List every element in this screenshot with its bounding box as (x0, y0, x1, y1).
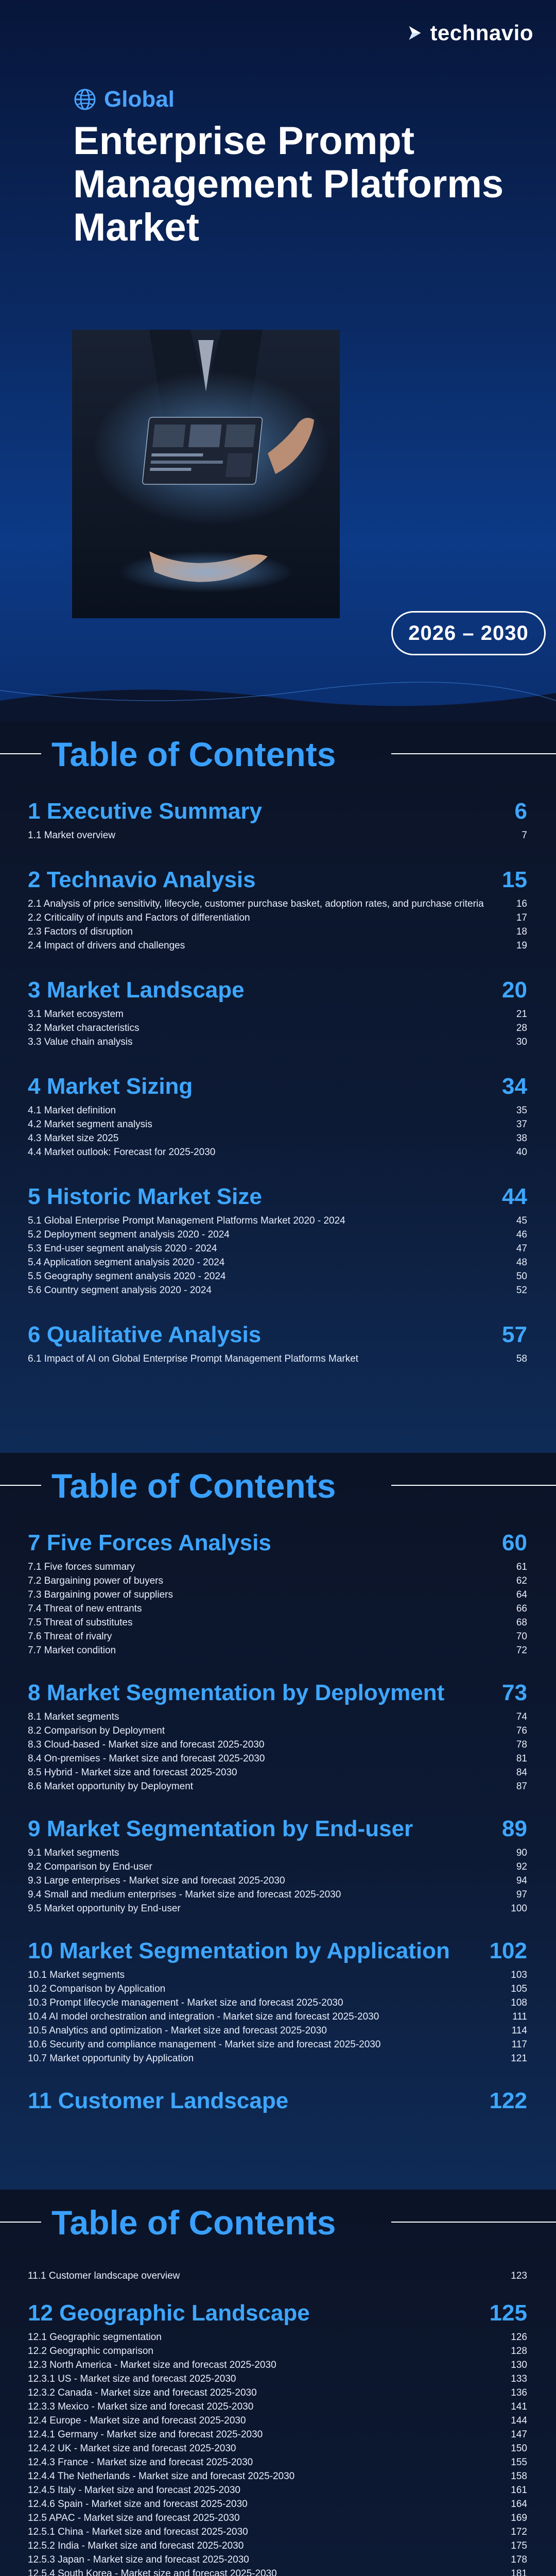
toc-item-page: 130 (511, 2360, 527, 2370)
toc-item-title: 10.7 Market opportunity by Application (28, 2053, 194, 2064)
toc-item-page: 18 (516, 926, 527, 937)
toc-section (28, 2088, 527, 2114)
toc-item-title: 2.2 Criticality of inputs and Factors of differentiation (28, 912, 250, 923)
toc-item-title: 11.1 Customer landscape overview (28, 2270, 180, 2281)
toc-item[interactable] (28, 1724, 527, 1738)
toc-item[interactable] (28, 1752, 527, 1766)
toc-item-page: 97 (516, 1889, 527, 1900)
toc-item-title: 4.4 Market outlook: Forecast for 2025-2030 (28, 1147, 216, 1158)
divider (391, 753, 556, 754)
toc-item-title: 4.2 Market segment analysis (28, 1119, 152, 1130)
toc-item-page: 30 (516, 1037, 527, 1047)
toc-item-title: 12.4.2 UK - Market size and forecast 2025-2030 (28, 2443, 236, 2454)
globe-icon (73, 88, 97, 111)
toc-item-page: 76 (516, 1725, 527, 1736)
toc-item-page: 150 (511, 2443, 527, 2454)
toc-item-title: 12.5.3 Japan - Market size and forecast 2025-2030 (28, 2554, 249, 2565)
toc-item-page: 161 (511, 2485, 527, 2496)
toc-item-page: 90 (516, 1848, 527, 1858)
divider (391, 2222, 556, 2223)
toc-item[interactable] (28, 2330, 527, 2344)
toc-section (28, 799, 527, 842)
toc-item[interactable] (28, 2400, 527, 2414)
toc-item-page: 87 (516, 1781, 527, 1792)
toc-body (0, 2262, 556, 2576)
toc-item-page: 117 (511, 2039, 527, 2050)
toc-item-title: 9.2 Comparison by End-user (28, 1861, 152, 1872)
toc-item[interactable] (28, 1968, 527, 1982)
toc-section (28, 2300, 527, 2576)
toc-item-page: 61 (516, 1562, 527, 1572)
toc-item[interactable] (28, 2469, 527, 2483)
toc-item-title: 4.3 Market size 2025 (28, 1133, 119, 1144)
toc-section-heading[interactable] (28, 1184, 527, 1210)
report-cover (0, 0, 556, 721)
brand-name: technavio (430, 21, 533, 45)
toc-item[interactable] (28, 2358, 527, 2372)
toc-item-list (28, 1007, 527, 1049)
toc-item[interactable] (28, 1982, 527, 1996)
toc-item[interactable] (28, 1643, 527, 1657)
toc-item[interactable] (28, 2553, 527, 2567)
toc-item[interactable] (28, 1616, 527, 1630)
cover-title-line: Market (73, 206, 199, 249)
toc-item[interactable] (28, 1035, 527, 1049)
toc-item-title: 7.5 Threat of substitutes (28, 1617, 133, 1628)
cover-illustration (72, 330, 340, 618)
toc-item-title: 3.1 Market ecosystem (28, 1009, 124, 1020)
toc-item[interactable] (28, 1228, 527, 1242)
toc-item[interactable] (28, 2010, 527, 2024)
toc-item[interactable] (28, 1846, 527, 1860)
toc-item-page: 100 (511, 1903, 527, 1914)
toc-item-page: 155 (511, 2457, 527, 2468)
toc-item-page: 66 (516, 1603, 527, 1614)
toc-section-title: 3 Market Landscape (28, 977, 245, 1003)
toc-item-title: 10.1 Market segments (28, 1970, 125, 1980)
toc-section-page: 34 (502, 1074, 527, 1099)
brand (405, 21, 533, 45)
toc-item[interactable] (28, 2269, 527, 2283)
toc-item-title: 1.1 Market overview (28, 830, 116, 841)
forecast-period-badge: 2026 – 2030 (391, 611, 546, 655)
toc-item-page: 144 (511, 2415, 527, 2426)
toc-title: Table of Contents (51, 2204, 336, 2242)
toc-item-title: 5.1 Global Enterprise Prompt Management Platforms Market 2020 - 2024 (28, 1215, 345, 1226)
toc-item-list (28, 1352, 527, 1366)
toc-item-title: 12.4.4 The Netherlands - Market size and forecast 2025-2030 (28, 2471, 295, 2482)
toc-section-page: 89 (502, 1816, 527, 1841)
toc-body (0, 793, 556, 1366)
toc-item-list (28, 828, 527, 842)
toc-section-title: 5 Historic Market Size (28, 1184, 262, 1209)
toc-section-title: 4 Market Sizing (28, 1074, 193, 1099)
toc-item-list (28, 1104, 527, 1159)
toc-item[interactable] (28, 1874, 527, 1888)
toc-item-page: 175 (511, 2540, 527, 2551)
cover-title-line: Enterprise Prompt (73, 119, 415, 163)
toc-item-page: 58 (516, 1353, 527, 1364)
toc-item-list (28, 1560, 527, 1657)
toc-item-page: 7 (522, 830, 527, 841)
toc-item-page: 84 (516, 1767, 527, 1778)
toc-item-title: 9.5 Market opportunity by End-user (28, 1903, 181, 1914)
toc-item[interactable] (28, 1780, 527, 1793)
decorative-waves (0, 670, 556, 721)
toc-item-page: 78 (516, 1739, 527, 1750)
divider (0, 2222, 41, 2223)
toc-title: Table of Contents (51, 735, 336, 773)
toc-item-title: 12.4.3 France - Market size and forecast 2025-2030 (28, 2457, 253, 2468)
toc-section-heading[interactable] (28, 2300, 527, 2326)
toc-item-page: 52 (516, 1285, 527, 1296)
toc-item-title: 8.4 On-premises - Market size and forecast 2025-2030 (28, 1753, 265, 1764)
toc-section-title: 11 Customer Landscape (28, 2088, 289, 2113)
toc-item[interactable] (28, 2038, 527, 2052)
toc-section-heading[interactable] (28, 977, 527, 1003)
toc-item-page: 94 (516, 1875, 527, 1886)
toc-item-page: 35 (516, 1105, 527, 1116)
toc-item-title: 9.1 Market segments (28, 1848, 119, 1858)
toc-section-title: 7 Five Forces Analysis (28, 1530, 271, 1555)
toc-item-title: 6.1 Impact of AI on Global Enterprise Prompt Management Platforms Market (28, 1353, 359, 1364)
toc-item[interactable] (28, 1588, 527, 1602)
toc-item-page: 114 (511, 2025, 527, 2036)
toc-item-page: 47 (516, 1243, 527, 1254)
toc-item-page: 136 (511, 2387, 527, 2398)
toc-item-page: 108 (511, 1997, 527, 2008)
toc-item-title: 10.4 AI model orchestration and integration - Market size and forecast 2025-2030 (28, 2011, 379, 2022)
toc-item-title: 7.3 Bargaining power of suppliers (28, 1589, 173, 1600)
toc-item[interactable] (28, 1630, 527, 1643)
toc-item-title: 12.4.5 Italy - Market size and forecast 2025-2030 (28, 2485, 240, 2496)
toc-item-title: 9.3 Large enterprises - Market size and forecast 2025-2030 (28, 1875, 285, 1886)
toc-section-title: 9 Market Segmentation by End-user (28, 1816, 413, 1841)
toc-item[interactable] (28, 1574, 527, 1588)
toc-item-page: 72 (516, 1645, 527, 1656)
toc-item[interactable] (28, 2344, 527, 2358)
toc-item-page: 128 (511, 2346, 527, 2357)
toc-item[interactable] (28, 1131, 527, 1145)
toc-item-page: 17 (516, 912, 527, 923)
toc-item[interactable] (28, 2455, 527, 2469)
toc-item-list (28, 1214, 527, 1297)
toc-item-title: 10.5 Analytics and optimization - Market size and forecast 2025-2030 (28, 2025, 327, 2036)
toc-item-page: 64 (516, 1589, 527, 1600)
toc-section (28, 2269, 527, 2283)
technavio-logo-icon (405, 23, 425, 43)
toc-section-title: 10 Market Segmentation by Application (28, 1938, 450, 1963)
toc-section-page: 73 (502, 1680, 527, 1705)
toc-page (0, 1453, 556, 2190)
toc-item-title: 10.2 Comparison by Application (28, 1984, 166, 1994)
toc-item-page: 50 (516, 1271, 527, 1282)
toc-item[interactable] (28, 2428, 527, 2442)
toc-section-page: 15 (502, 867, 527, 892)
toc-item-page: 172 (511, 2527, 527, 2537)
toc-item[interactable] (28, 1738, 527, 1752)
toc-item[interactable] (28, 2052, 527, 2065)
toc-section (28, 1530, 527, 1657)
toc-item-title: 5.5 Geography segment analysis 2020 - 2024 (28, 1271, 226, 1282)
toc-item-list (28, 1968, 527, 2065)
toc-section (28, 1074, 527, 1159)
toc-item-title: 8.1 Market segments (28, 1711, 119, 1722)
toc-section-heading[interactable] (28, 1530, 527, 1556)
toc-header (0, 2190, 556, 2262)
toc-item-page: 74 (516, 1711, 527, 1722)
toc-item-title: 5.6 Country segment analysis 2020 - 2024 (28, 1285, 212, 1296)
toc-item[interactable] (28, 1242, 527, 1256)
toc-section-page: 57 (502, 1322, 527, 1347)
divider (0, 753, 41, 754)
toc-item-page: 68 (516, 1617, 527, 1628)
toc-item-page: 141 (511, 2401, 527, 2412)
toc-item-title: 8.3 Cloud-based - Market size and forecast 2025-2030 (28, 1739, 265, 1750)
toc-item-page: 164 (511, 2499, 527, 2510)
toc-section-title: 12 Geographic Landscape (28, 2300, 310, 2326)
toc-item[interactable] (28, 1145, 527, 1159)
cover-title (73, 120, 526, 249)
toc-item-page: 105 (511, 1984, 527, 1994)
toc-item-title: 12.4.1 Germany - Market size and forecast 2025-2030 (28, 2429, 263, 2440)
toc-item[interactable] (28, 1007, 527, 1021)
toc-item-title: 5.2 Deployment segment analysis 2020 - 2024 (28, 1229, 230, 1240)
toc-item-title: 2.1 Analysis of price sensitivity, lifecycle, customer purchase basket, adoption rates, and purchase criteria (28, 899, 484, 909)
toc-item-title: 7.1 Five forces summary (28, 1562, 135, 1572)
toc-item-page: 62 (516, 1575, 527, 1586)
toc-section-page: 122 (489, 2088, 527, 2113)
toc-item[interactable] (28, 2442, 527, 2455)
toc-item[interactable] (28, 925, 527, 939)
toc-item-title: 12.5.4 South Korea - Market size and forecast 2025-2030 (28, 2568, 277, 2576)
toc-item[interactable] (28, 2511, 527, 2525)
toc-header (0, 1453, 556, 1525)
toc-item-page: 37 (516, 1119, 527, 1130)
toc-item-title: 12.3.1 US - Market size and forecast 2025-2030 (28, 2374, 236, 2384)
toc-item[interactable] (28, 1888, 527, 1902)
toc-section (28, 1184, 527, 1297)
toc-item[interactable] (28, 1104, 527, 1117)
divider (0, 1485, 41, 1486)
toc-item-title: 12.3.3 Mexico - Market size and forecast 2025-2030 (28, 2401, 254, 2412)
toc-item[interactable] (28, 1560, 527, 1574)
divider (391, 1485, 556, 1486)
toc-item[interactable] (28, 828, 527, 842)
toc-item-page: 45 (516, 1215, 527, 1226)
toc-section-page: 60 (502, 1530, 527, 1555)
toc-item-page: 158 (511, 2471, 527, 2482)
toc-item-title: 7.6 Threat of rivalry (28, 1631, 112, 1642)
toc-section-heading[interactable] (28, 799, 527, 824)
toc-section-page: 20 (502, 977, 527, 1003)
toc-item[interactable] (28, 1283, 527, 1297)
toc-item-title: 12.4 Europe - Market size and forecast 2025-2030 (28, 2415, 246, 2426)
toc-item[interactable] (28, 2414, 527, 2428)
toc-item-title: 12.5.2 India - Market size and forecast 2025-2030 (28, 2540, 244, 2551)
toc-item-title: 12.3 North America - Market size and forecast 2025-2030 (28, 2360, 276, 2370)
toc-item-title: 12.2 Geographic comparison (28, 2346, 153, 2357)
toc-section (28, 1322, 527, 1366)
toc-section (28, 1938, 527, 2065)
toc-item-page: 121 (511, 2053, 527, 2064)
toc-item[interactable] (28, 1996, 527, 2010)
toc-item-title: 12.5.1 China - Market size and forecast 2025-2030 (28, 2527, 248, 2537)
toc-item[interactable] (28, 2372, 527, 2386)
toc-item-page: 126 (511, 2332, 527, 2343)
toc-section-heading[interactable] (28, 1322, 527, 1348)
toc-item-title: 2.3 Factors of disruption (28, 926, 133, 937)
toc-item-page: 48 (516, 1257, 527, 1268)
toc-item-title: 2.4 Impact of drivers and challenges (28, 940, 185, 951)
toc-section-heading[interactable] (28, 1074, 527, 1099)
toc-item-page: 81 (516, 1753, 527, 1764)
toc-item[interactable] (28, 2525, 527, 2539)
toc-item-page: 21 (516, 1009, 527, 1020)
toc-item-list (28, 1710, 527, 1793)
toc-item[interactable] (28, 1214, 527, 1228)
cover-title-line: Management Platforms (73, 162, 504, 206)
toc-item-page: 147 (511, 2429, 527, 2440)
toc-item-page: 92 (516, 1861, 527, 1872)
toc-item-title: 8.2 Comparison by Deployment (28, 1725, 165, 1736)
toc-item-title: 10.3 Prompt lifecycle management - Market size and forecast 2025-2030 (28, 1997, 343, 2008)
toc-item[interactable] (28, 1766, 527, 1780)
toc-item-title: 5.4 Application segment analysis 2020 - 2024 (28, 1257, 225, 1268)
toc-item-title: 9.4 Small and medium enterprises - Market size and forecast 2025-2030 (28, 1889, 341, 1900)
toc-item-page: 169 (511, 2513, 527, 2523)
toc-item-page: 70 (516, 1631, 527, 1642)
toc-item[interactable] (28, 2386, 527, 2400)
toc-section (28, 1816, 527, 1916)
toc-item[interactable] (28, 1860, 527, 1874)
toc-section (28, 977, 527, 1049)
toc-item-title: 12.5 APAC - Market size and forecast 2025-2030 (28, 2513, 240, 2523)
toc-page (0, 2190, 556, 2576)
toc-item-title: 7.7 Market condition (28, 1645, 116, 1656)
toc-item-title: 10.6 Security and compliance management - Market size and forecast 2025-2030 (28, 2039, 381, 2050)
toc-item-title: 7.2 Bargaining power of buyers (28, 1575, 163, 1586)
toc-item-title: 3.2 Market characteristics (28, 1023, 140, 1033)
toc-item-title: 4.1 Market definition (28, 1105, 116, 1116)
toc-item-page: 111 (512, 2011, 527, 2022)
toc-item-title: 12.1 Geographic segmentation (28, 2332, 162, 2343)
toc-item[interactable] (28, 939, 527, 953)
toc-item[interactable] (28, 2497, 527, 2511)
toc-item[interactable] (28, 1902, 527, 1916)
toc-section-heading[interactable] (28, 867, 527, 893)
toc-item[interactable] (28, 2024, 527, 2038)
toc-item[interactable] (28, 1256, 527, 1269)
toc-section-title: 6 Qualitative Analysis (28, 1322, 262, 1347)
toc-item[interactable] (28, 1710, 527, 1724)
toc-section-heading[interactable] (28, 1938, 527, 1964)
toc-item-page: 181 (511, 2568, 527, 2576)
toc-section-page: 125 (489, 2300, 527, 2326)
toc-item[interactable] (28, 2483, 527, 2497)
toc-item-page: 28 (516, 1023, 527, 1033)
toc-header (0, 721, 556, 793)
toc-item[interactable] (28, 1021, 527, 1035)
toc-item[interactable] (28, 1117, 527, 1131)
toc-item-title: 7.4 Threat of new entrants (28, 1603, 142, 1614)
toc-item[interactable] (28, 897, 527, 911)
toc-item-title: 8.6 Market opportunity by Deployment (28, 1781, 194, 1792)
toc-section (28, 1680, 527, 1793)
toc-item-page: 46 (516, 1229, 527, 1240)
cover-eyebrow-label: Global (104, 87, 175, 112)
toc-item-list (28, 2269, 527, 2283)
toc-section-title: 2 Technavio Analysis (28, 867, 256, 892)
toc-section-heading[interactable] (28, 1680, 527, 1706)
toc-item-list (28, 897, 527, 953)
toc-item-list (28, 2330, 527, 2576)
toc-item[interactable] (28, 1269, 527, 1283)
toc-section-page: 102 (489, 1938, 527, 1963)
toc-item-title: 8.5 Hybrid - Market size and forecast 2025-2030 (28, 1767, 237, 1778)
toc-item[interactable] (28, 2539, 527, 2553)
toc-item-page: 16 (516, 899, 527, 909)
toc-item[interactable] (28, 1602, 527, 1616)
toc-item-page: 19 (516, 940, 527, 951)
toc-item-title: 12.4.6 Spain - Market size and forecast 2025-2030 (28, 2499, 248, 2510)
toc-item-list (28, 1846, 527, 1916)
toc-item-title: 12.3.2 Canada - Market size and forecast 2025-2030 (28, 2387, 257, 2398)
toc-section (28, 867, 527, 953)
toc-item-page: 38 (516, 1133, 527, 1144)
toc-section-page: 6 (514, 799, 527, 824)
toc-item-title: 5.3 End-user segment analysis 2020 - 2024 (28, 1243, 217, 1254)
toc-title: Table of Contents (51, 1467, 336, 1505)
cover-eyebrow (73, 87, 175, 112)
toc-body (0, 1525, 556, 2114)
toc-item[interactable] (28, 911, 527, 925)
toc-section-heading[interactable] (28, 2088, 527, 2114)
toc-section-heading[interactable] (28, 1816, 527, 1842)
toc-item-page: 123 (511, 2270, 527, 2281)
toc-item-page: 178 (511, 2554, 527, 2565)
toc-section-title: 8 Market Segmentation by Deployment (28, 1680, 445, 1705)
toc-section-page: 44 (502, 1184, 527, 1209)
toc-item[interactable] (28, 1352, 527, 1366)
toc-item-page: 103 (511, 1970, 527, 1980)
toc-item-page: 133 (511, 2374, 527, 2384)
toc-item[interactable] (28, 2567, 527, 2576)
toc-item-page: 40 (516, 1147, 527, 1158)
toc-section-title: 1 Executive Summary (28, 799, 262, 824)
toc-page (0, 721, 556, 1453)
toc-item-title: 3.3 Value chain analysis (28, 1037, 133, 1047)
